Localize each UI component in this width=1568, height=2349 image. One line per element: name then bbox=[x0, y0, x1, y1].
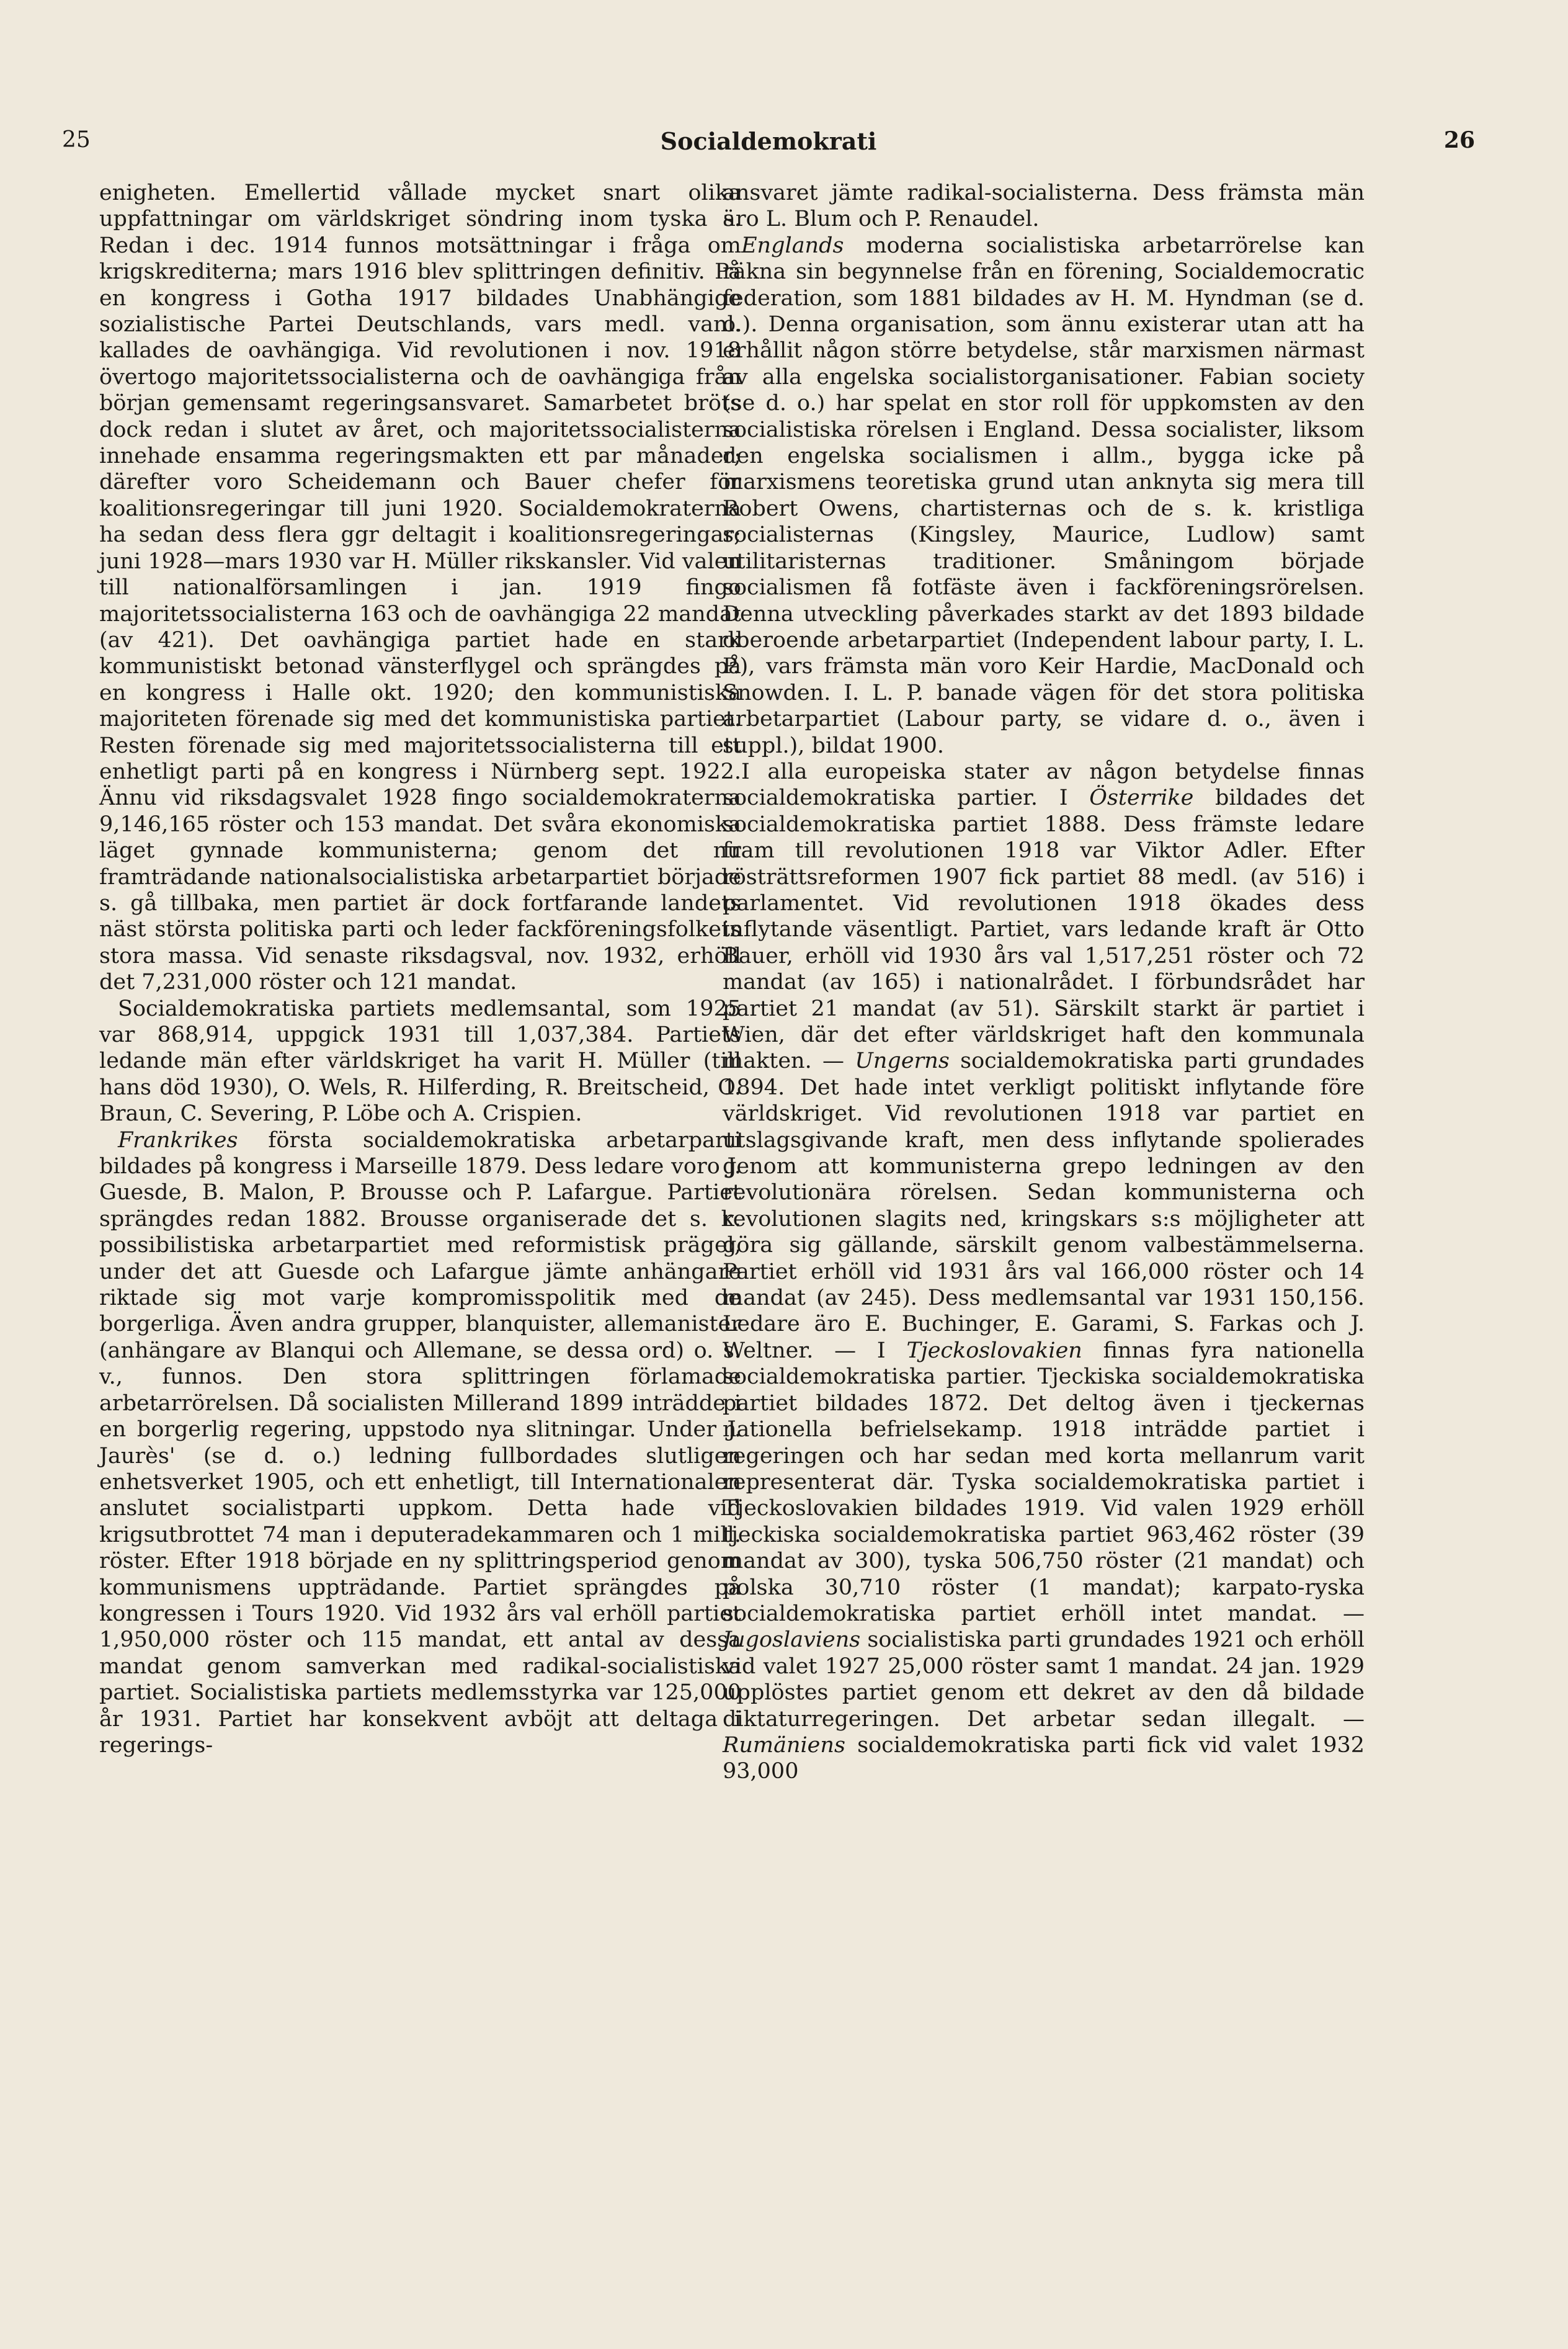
country-name: Ungerns bbox=[855, 1049, 950, 1074]
page-header bbox=[62, 127, 1475, 171]
right-column bbox=[723, 180, 1365, 1785]
country-name: Jugoslaviens bbox=[723, 1627, 861, 1653]
paragraph: enigheten. Emellertid vållade mycket snart olika uppfattningar om världskriget söndring inom tyska s. Redan i dec. 1914 funnos motsättningar i fråga om krigskrediterna; mars 1916 blev splittringen definitiv. På en kongress i Gotha 1917 bildades Unabhängige sozialistische Partei Deutschlands, vars medl. vanl. kallades de oavhängiga. Vid revolutionen i nov. 1918 övertogo majoritetssocialisterna och de oavhängiga från början gemensamt regeringsansvaret. Samarbetet bröts dock redan i slutet av året, och majoritetssocialisterna innehade ensamma regeringsmakten ett par månader; därefter voro Scheidemann och Bauer chefer för koalitionsregeringar till juni 1920. Socialdemokraterna ha sedan dess flera ggr deltagit i koalitionsregeringar; juni 1928—mars 1930 var H. Müller rikskansler. Vid valen till nationalförsamlingen i jan. 1919 fingo majoritetssocialisterna 163 och de oavhängiga 22 mandat (av 421). Det oavhängiga partiet hade en stark kommunistiskt betonad vänsterflygel och sprängdes på en kongress i Halle okt. 1920; den kommunistiska majoriteten förenade sig med det kommunistiska partiet. Resten förenade sig med majoritetssocialisterna till ett enhetligt parti på en kongress i Nürnberg sept. 1922. Ännu vid riksdagsvalet 1928 fingo socialdemokraterna 9,146,165 röster och 153 mandat. Det svåra ekonomiska läget gynnade kommunisterna; genom det nu framträdande nationalsocialistiska arbetarpartiet började s. gå tillbaka, men partiet är dock fortfarande landets näst största politiska parti och leder fackföreningsfolkets stora massa. Vid senaste riksdagsval, nov. 1932, erhöll det 7,231,000 röster och 121 mandat. bbox=[99, 181, 741, 995]
country-name: Englands bbox=[741, 233, 844, 258]
paragraph: Frankrikes första socialdemokratiska arbetarparti bildades på kongress i Marseille 1879. Dess ledare voro J. Guesde, B. Malon, P. Brousse och P. Lafargue. Partiet sprängdes redan 1882. Brousse organiserade det s. k. possibilistiska arbetarpartiet med reformistisk prägel, under det att Guesde och Lafargue jämte anhängare riktade sig mot varje kompromisspolitik med de borgerliga. Även andra grupper, blanquister, allemanister (anhängare av Blanqui och Allemane, se dessa ord) o. s. v., funnos. Den stora splittringen förlamade arbetarrörelsen. Då socialisten Millerand 1899 inträdde i en borgerlig regering, uppstodo nya slitningar. Under J. Jaurès' (se d. o.) ledning fullbordades slutligen enhetsverket 1905, och ett enhetligt, till Internationalen anslutet socialistparti uppkom. Detta hade vid krigsutbrottet 74 man i deputeradekammaren och 1 mill. röster. Efter 1918 började en ny splittringsperiod genom kommunismens uppträdande. Partiet sprängdes på kongressen i Tours 1920. Vid 1932 års val erhöll partiet 1,950,000 röster och 115 mandat, ett antal av dessa mandat genom samverkan med radikal-socialistiska partiet. Socialistiska partiets medlemsstyrka var 125,000 år 1931. Partiet har konsekvent avböjt att deltaga i regerings- bbox=[99, 1127, 741, 1758]
running-title: Socialdemokrati bbox=[660, 127, 877, 155]
country-name: Rumäniens bbox=[723, 1732, 845, 1758]
page-number-right: 26 bbox=[1443, 127, 1475, 153]
country-name: Österrike bbox=[1089, 785, 1194, 811]
paragraph: ansvaret jämte radikal-socialisterna. Dess främsta män äro L. Blum och P. Renaudel. bbox=[723, 181, 1365, 232]
paragraph: Socialdemokratiska partiets medlemsantal, som 1925 var 868,914, uppgick 1931 till 1,037,384. Partiets ledande män efter världskriget ha varit H. Müller (till hans död 1930), O. Wels, R. Hilferding, R. Breitscheid, O. Braun, C. Severing, P. Löbe och A. Crispien. bbox=[99, 996, 741, 1127]
country-name: Tjeckoslovakien bbox=[906, 1338, 1082, 1363]
left-column bbox=[99, 180, 741, 1758]
paragraph: Englands moderna socialistiska arbetarrörelse kan räkna sin begynnelse från en förening, Socialdemocratic federation, som 1881 bildades av H. M. Hyndman (se d. o.). Denna organisation, som ännu existerar utan att ha erhållit någon större betydelse, står marxismen närmast av alla engelska socialistorganisationer. Fabian society (se d. o.) har spelat en stor roll för uppkomsten av den socialistiska rörelsen i England. Dessa socialister, liksom den engelska socialismen i allm., bygga icke på marxismens teoretiska grund utan anknyta sig mera till Robert Owens, chartisternas och de s. k. kristliga socialisternas (Kingsley, Maurice, Ludlow) samt utilitaristernas traditioner. Småningom började socialismen få fotfäste även i fackföreningsrörelsen. Denna utveckling påverkades starkt av det 1893 bildade oberoende arbetarpartiet (Independent labour party, I. L. P.), vars främsta män voro Keir Hardie, MacDonald och Snowden. I. L. P. banade vägen för det stora politiska arbetarpartiet (Labour party, se vidare d. o., även i suppl.), bildat 1900. bbox=[723, 233, 1365, 758]
paragraph: I alla europeiska stater av någon betydelse finnas socialdemokratiska partier. I Österrike bildades det socialdemokratiska partiet 1888. Dess främste ledare fram till revolutionen 1918 var Viktor Adler. Efter rösträttsreformen 1907 fick partiet 88 medl. (av 516) i parlamentet. Vid revolutionen 1918 ökades dess inflytande väsentligt. Partiet, vars ledande kraft är Otto Bauer, erhöll vid 1930 års val 1,517,251 röster och 72 mandat (av 165) i nationalrådet. I förbundsrådet har partiet 21 mandat (av 51). Särskilt starkt är partiet i Wien, där det efter världskriget haft den kommunala makten. — Ungerns socialdemokratiska parti grundades 1894. Det hade intet verkligt politiskt inflytande före världskriget. Vid revolutionen 1918 var partiet en utslagsgivande kraft, men dess inflytande spolierades genom att kommunisterna grepo ledningen av den revolutionära rörelsen. Sedan kommunisterna och revolutionen slagits ned, kringskars s:s möjligheter att göra sig gällande, särskilt genom valbestämmelserna. Partiet erhöll vid 1931 års val 166,000 röster och 14 mandat (av 245). Dess medlemsantal var 1931 150,156. Ledare äro E. Buchinger, E. Garami, S. Farkas och J. Weltner. — I Tjeckoslovakien finnas fyra nationella socialdemokratiska partier. Tjeckiska socialdemokratiska partiet bildades 1872. Det deltog även i tjeckernas nationella befrielsekamp. 1918 inträdde partiet i regeringen och har sedan med korta mellanrum varit representerat där. Tyska socialdemokratiska partiet i Tjeckoslovakien bildades 1919. Vid valen 1929 erhöll tjeckiska socialdemokratiska partiet 963,462 röster (39 mandat av 300), tyska 506,750 röster (21 mandat) och polska 30,710 röster (1 mandat); karpato-ryska socialdemokratiska partiet erhöll intet mandat. — Jugoslaviens socialistiska parti grundades 1921 och erhöll vid valet 1927 25,000 röster samt 1 mandat. 24 jan. 1929 upplöstes partiet genom ett dekret av den då bildade diktaturregeringen. Det arbetar sedan illegalt. — Rumäniens socialdemokratiska parti fick vid valet 1932 93,000 bbox=[723, 759, 1365, 1784]
country-name: Frankrikes bbox=[118, 1127, 238, 1153]
page-number-left: 25 bbox=[62, 127, 91, 153]
